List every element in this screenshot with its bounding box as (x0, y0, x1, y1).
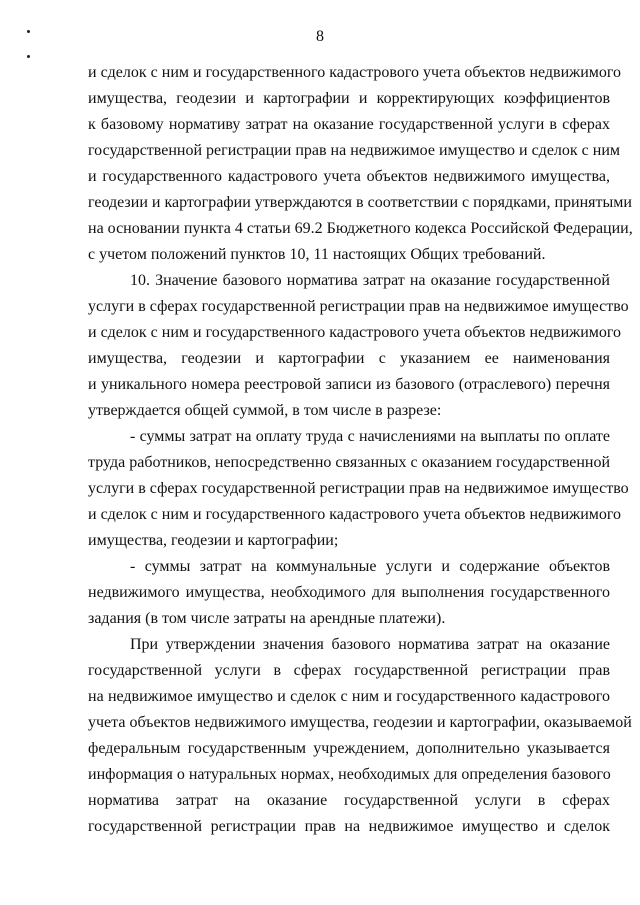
text-line: При утверждении значения базового норматива затрат на оказание (130, 636, 610, 653)
text-line: задания (в том числе затраты на арендные платежи). (88, 610, 446, 627)
text-line: государственной регистрации прав на недвижимое имущество и сделок (88, 818, 610, 835)
text-line: и сделок с ним и государственного кадастрового учета объектов недвижимого (88, 64, 622, 81)
paragraph-item-10 (88, 268, 629, 424)
text-line: государственной регистрации прав на недвижимое имущество и сделок с ним (88, 142, 621, 159)
text-line: норматива затрат на оказание государственной услуги в сферах (88, 792, 610, 809)
page-number: 8 (316, 28, 324, 45)
text-line: 10. Значение базового норматива затрат на оказание государственной (130, 272, 610, 289)
text-line: на недвижимое имущество и сделок с ним и государственного кадастрового (88, 688, 610, 705)
text-line: и государственного кадастрового учета объектов недвижимого имущества, (88, 168, 610, 185)
scan-speck (27, 55, 30, 58)
paragraph-approval (88, 632, 632, 840)
text-line: - суммы затрат на коммунальные услуги и содержание объектов (130, 558, 610, 575)
text-line: на основании пункта 4 статьи 69.2 Бюджетного кодекса Российской Федерации, (88, 220, 633, 237)
text-line: и уникального номера реестровой записи из базового (отраслевого) перечня (88, 376, 610, 393)
text-line: к базовому нормативу затрат на оказание государственной услуги в сферах (88, 116, 610, 133)
text-line: информация о натуральных нормах, необходимых для определения базового (88, 766, 611, 783)
text-line: услуги в сферах государственной регистрации прав на недвижимое имущество (88, 480, 629, 497)
document-body (88, 60, 633, 840)
text-line: имущества, геодезии и картографии и корректирующих коэффициентов (88, 90, 610, 107)
text-line: утверждается общей суммой, в том числе в разрезе: (88, 402, 442, 419)
text-line: федеральным государственным учреждением, дополнительно указывается (88, 740, 610, 757)
list-item-utility-costs (88, 554, 610, 632)
text-line: имущества, геодезии и картографии с указанием ее наименования (88, 350, 610, 367)
text-line: учета объектов недвижимого имущества, геодезии и картографии, оказываемой (88, 714, 632, 731)
text-line: и сделок с ним и государственного кадастрового учета объектов недвижимого (88, 324, 622, 341)
text-line: с учетом положений пунктов 10, 11 настоящих Общих требований. (88, 246, 546, 263)
text-line: имущества, геодезии и картографии; (88, 532, 339, 549)
text-line: - суммы затрат на оплату труда с начислениями на выплаты по оплате (130, 428, 610, 445)
text-line: недвижимого имущества, необходимого для выполнения государственного (88, 584, 610, 601)
text-line: услуги в сферах государственной регистрации прав на недвижимое имущество (88, 298, 629, 315)
list-item-labor-costs (88, 424, 629, 554)
text-line: и сделок с ним и государственного кадастрового учета объектов недвижимого (88, 506, 622, 523)
text-line: труда работников, непосредственно связанных с оказанием государственной (88, 454, 611, 471)
text-line: геодезии и картографии утверждаются в соответствии с порядками, принятыми (88, 194, 632, 211)
paragraph-continuation (88, 60, 633, 268)
text-line: государственной услуги в сферах государственной регистрации прав (88, 662, 610, 679)
